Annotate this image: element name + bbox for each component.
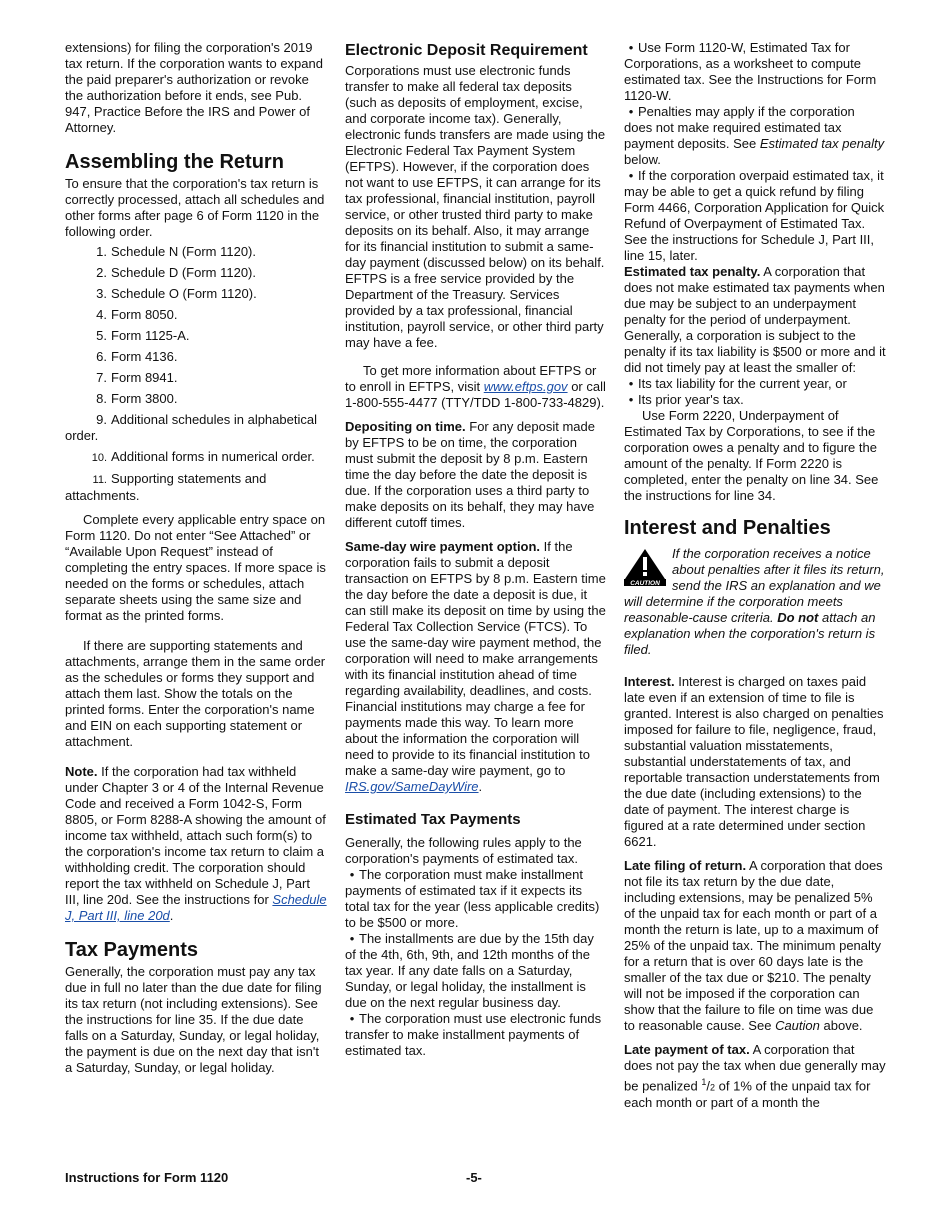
- caution-note: CAUTION If the corporation receives a notice about penalties after it files its return, send the IRS an explanation and we will determine if the corporation meets reasonable-cause criteria. Do not attach an explanation when the corporation's return is filed.: [624, 546, 885, 657]
- caution-ref: Caution: [775, 1018, 820, 1033]
- list-item: • The installments are due by the 15th day of the 4th, 6th, 9th, and 12th months of the tax year. If any date falls on a Saturday, Sunday, or legal holiday, the installment is due on the next regular business day.: [345, 931, 594, 1010]
- interest-text: Interest is charged on taxes paid late even if an extension of time to file is granted. Interest is also charged on penalties imposed for failure to file, negligence, fraud, substantial valuation misstatements, substantial understatements of tax, and reportable transaction understatements from the due date (including extensions) to the date of payment. The interest charge is figured at a rate determined under section 6621.: [624, 674, 884, 849]
- list-text: Form 8941.: [111, 370, 178, 385]
- note-text: If the corporation had tax withheld under Chapter 3 or 4 of the Internal Revenue Code and received a Form 1042-S, Form 8805, or Form 8288-A showing the amount of income tax withheld, attach such form(s) to the corporation's income tax return to claim a withholding credit. The corporation should report the tax withheld on Schedule J, Part III, line 20d. See the instructions for: [65, 764, 326, 907]
- column-right: [624, 40, 886, 1119]
- column-left: [65, 40, 327, 1084]
- list-number: 8.: [96, 391, 107, 406]
- list-item: [65, 412, 327, 444]
- bullet-icon: •: [628, 376, 634, 391]
- eftps-pre: To get more information about EFTPS or to enroll in EFTPS, visit: [345, 363, 597, 394]
- list-item: • The corporation must make installment payments of estimated tax if it expects its total tax for the year (less applicable credits) to be $500 or more.: [345, 867, 600, 930]
- depositing-label: Depositing on time.: [345, 419, 466, 434]
- column-middle: [345, 40, 607, 1059]
- assembling-paragraph: To ensure that the corporation's tax return is correctly processed, attach all schedules and other forms after page 6 of Form 1120 in the following order.: [65, 176, 325, 239]
- caution-icon: [624, 548, 666, 586]
- note-end: .: [169, 908, 174, 923]
- wire-label: Same-day wire payment option.: [345, 539, 541, 554]
- penalty-paragraph: [624, 264, 886, 376]
- late-payment-paragraph: Late payment of tax. A corporation that does not pay the tax when due generally may be penalized $^1$/2 of 1% of the unpaid tax for each month or part of a month the: [624, 1042, 886, 1111]
- bullet-penalties: • Penalties may apply if the corporation does not make required estimated tax payment deposits. See Estimated tax penalty below.: [624, 104, 885, 167]
- list-text: Form 3800.: [111, 391, 178, 406]
- list-item: • The corporation must use electronic funds transfer to make installment payments of estimated tax.: [345, 1011, 602, 1058]
- list-number: 7.: [96, 370, 107, 385]
- samedaywire-link[interactable]: IRS.gov/SameDayWire: [345, 779, 479, 794]
- caution-label: CAUTION: [630, 580, 660, 586]
- footer-title: Instructions for Form 1120: [65, 1170, 229, 1185]
- attachment-order-list: [65, 244, 327, 504]
- tax-payments-paragraph: Generally, the corporation must pay any tax due in full no later than the due date for filing its tax return (not including extensions). See the instructions for line 35. If the due date falls on a Saturday, Sunday, or legal holiday, the payment is due on the next day that isn't a Saturday, Sunday, or legal holiday.: [65, 964, 322, 1075]
- bullet-form-1120w: • Use Form 1120-W, Estimated Tax for Corporations, as a worksheet to compute estimated tax. See the Instructions for Form 1120-W.: [624, 40, 877, 103]
- list-number: 9.: [96, 412, 107, 427]
- list-number: 5.: [96, 328, 107, 343]
- schedule-j-link[interactable]: Schedule J, Part III, line 20d: [65, 892, 327, 923]
- bullet-icon: •: [628, 392, 634, 407]
- edr-paragraph: Corporations must use electronic funds transfer to make all federal tax deposits (such as deposits of employment, excise, and corporate income tax). Generally, electronic funds transfers are made using the Electronic Federal Tax Payment System (EFTPS). However, if the corporation does not want to use EFTPS, it can arrange for its tax professional, financial institution, payroll service, or other trusted third party to make deposits on its behalf. Also, it may arrange for its financial institution to submit a same-day payment (discussed below) on its behalf. EFTPS is a free service provided by the Department of the Treasury. Services provided by a tax professional, financial institution, payroll service, or other third party may have a fee.: [345, 63, 606, 350]
- bullet-overpaid: • If the corporation overpaid estimated tax, it may be able to get a quick refund by filing Form 4466, Corporation Application for Quick Refund of Overpayment of Estimated Tax. See the instructions for Schedule J, Part III, line 15, later.: [624, 168, 885, 263]
- penalty-label: Estimated tax penalty.: [624, 264, 761, 279]
- interest-paragraph: [624, 674, 886, 850]
- bullet-icon: •: [349, 1011, 355, 1026]
- estimated-tax-heading: Estimated Tax Payments: [345, 811, 521, 828]
- penalty-bullets: [624, 376, 886, 408]
- list-item: [65, 471, 327, 504]
- list-text: Form 1125-A.: [111, 328, 190, 343]
- depositing-text: For any deposit made by EFTPS to be on time, the corporation must submit the deposit by 8 p.m. Eastern time the day before the date the deposit is due. If the corporation uses a third party to make deposits on its behalf, they may have different cutoff times.: [345, 419, 595, 530]
- late-filing-paragraph: Late filing of return. A corporation that does not file its tax return by the due date, including extensions, may be penalized 5% of the unpaid tax for each month or part of a month the return is late, up to a maximum of 25% of the unpaid tax. The minimum penalty for a return that is over 60 days late is the smaller of the tax due or $210. The penalty will not be imposed if the corporation can show that the failure to file on time was due to reasonable cause. See Caution above.: [624, 858, 883, 1033]
- list-text: Schedule D (Form 1120).: [111, 265, 256, 280]
- list-number: 1.: [96, 244, 107, 259]
- list-item: [65, 328, 327, 344]
- list-item: • Its prior year's tax.: [624, 392, 886, 408]
- list-item: [65, 391, 327, 407]
- note-paragraph: [65, 764, 327, 924]
- late-filing-text: A corporation that does not file its tax return by the due date, including extensions, may be penalized 5% of the unpaid tax for each month or part of a month the return is late, up to a maximum of 25% of the unpaid tax. The minimum penalty for a return that is over 60 days late is the smaller of the tax due or $210. The penalty will not be imposed if the corporation can show that the failure to file on time was due to reasonable cause. See: [624, 858, 883, 1033]
- list-number: 6.: [96, 349, 107, 364]
- wire-paragraph: [345, 539, 607, 795]
- depositing-paragraph: [345, 419, 607, 531]
- list-number: 10.: [91, 452, 107, 464]
- page-number: -5-: [466, 1170, 482, 1185]
- bullet-icon: •: [349, 931, 355, 946]
- list-number: 2.: [96, 265, 107, 280]
- estimated-tax-paragraph: Generally, the following rules apply to the corporation's payments of estimated tax.: [345, 835, 582, 866]
- bullet-icon: •: [349, 867, 355, 882]
- list-text: Additional forms in numerical order.: [111, 449, 315, 464]
- eftps-paragraph: [345, 363, 607, 411]
- list-number: 11.: [92, 474, 107, 486]
- list-text: Supporting statements and attachments.: [65, 471, 267, 503]
- form-2220-paragraph: Use Form 2220, Underpayment of Estimated Tax by Corporations, to see if the corporation owes a penalty and to figure the amount of the penalty. If Form 2220 is completed, enter the penalty on line 34. See the instructions for line 34.: [624, 408, 879, 503]
- list-text: Schedule O (Form 1120).: [111, 286, 257, 301]
- eftps-link[interactable]: www.eftps.gov: [483, 379, 568, 394]
- list-text: Form 4136.: [111, 349, 178, 364]
- list-number: 3.: [96, 286, 107, 301]
- edr-heading: Electronic Deposit Requirement: [345, 42, 588, 59]
- list-item: [65, 449, 327, 466]
- interest-penalties-heading: Interest and Penalties: [624, 517, 831, 539]
- list-number: 4.: [96, 307, 107, 322]
- eftps-post: or call 1-800-555-4477 (TTY/TDD 1-800-733-4829).: [345, 379, 606, 410]
- list-text: Additional schedules in alphabetical order.: [65, 412, 317, 443]
- late-payment-label: Late payment of tax.: [624, 1042, 750, 1057]
- wire-end: .: [478, 779, 483, 794]
- list-item: [65, 244, 327, 260]
- tax-payments-heading: Tax Payments: [65, 939, 199, 961]
- wire-text: If the corporation fails to submit a deposit transaction on EFTPS by 8 p.m. Eastern time the day before the date a deposit is due, it can still make its deposit on time by using the Federal Tax Collection Service (FTCS). To use the same-day wire payment method, the corporation will need to make arrangements with its financial institution ahead of time regarding availability, deadlines, and costs. Financial institutions may charge a fee for payments made this way. To learn more about the information the corporation will need to provide to its financial institution to make a same-day wire payment, go to: [345, 539, 606, 778]
- list-item: [65, 286, 327, 302]
- complete-paragraph: Complete every applicable entry space on Form 1120. Do not enter “See Attached” or “Available Upon Request” instead of completing the entry spaces. If more space is needed on the forms or schedules, attach separate sheets using the same size and format as the printed forms.: [65, 512, 326, 623]
- penalty-text: A corporation that does not make estimated tax payments when due may be subject to an underpayment penalty for the period of underpayment. Generally, a corporation is subject to the penalty if its tax liability is $500 or more and it did not timely pay at least the smaller of:: [624, 264, 886, 375]
- list-item: [65, 265, 327, 281]
- bullet-icon: •: [628, 104, 634, 119]
- list-text: Schedule N (Form 1120).: [111, 244, 256, 259]
- note-label: Note.: [65, 764, 98, 779]
- supporting-paragraph: If there are supporting statements and attachments, arrange them in the same order as the schedules or forms they support and attach them last. Show the totals on the printed forms. Enter the corporation's name and EIN on each supporting statement or attachment.: [65, 638, 326, 749]
- list-text: Form 8050.: [111, 307, 178, 322]
- list-item: [65, 307, 327, 323]
- list-item: [65, 349, 327, 365]
- bullet-icon: •: [628, 168, 634, 183]
- interest-label: Interest.: [624, 674, 675, 689]
- assembling-heading: Assembling the Return: [65, 151, 284, 173]
- bullet-icon: •: [628, 40, 634, 55]
- list-item: • Its tax liability for the current year, or: [624, 376, 886, 392]
- intro-paragraph: extensions) for filing the corporation's 2019 tax return. If the corporation wants to expand the paid preparer's authorization or revoke the authorization before it ends, see Pub. 947, Practice Before the IRS and Power of Attorney.: [65, 40, 323, 135]
- late-filing-label: Late filing of return.: [624, 858, 747, 873]
- list-item: [65, 370, 327, 386]
- estimated-tax-bullets: [345, 867, 607, 1059]
